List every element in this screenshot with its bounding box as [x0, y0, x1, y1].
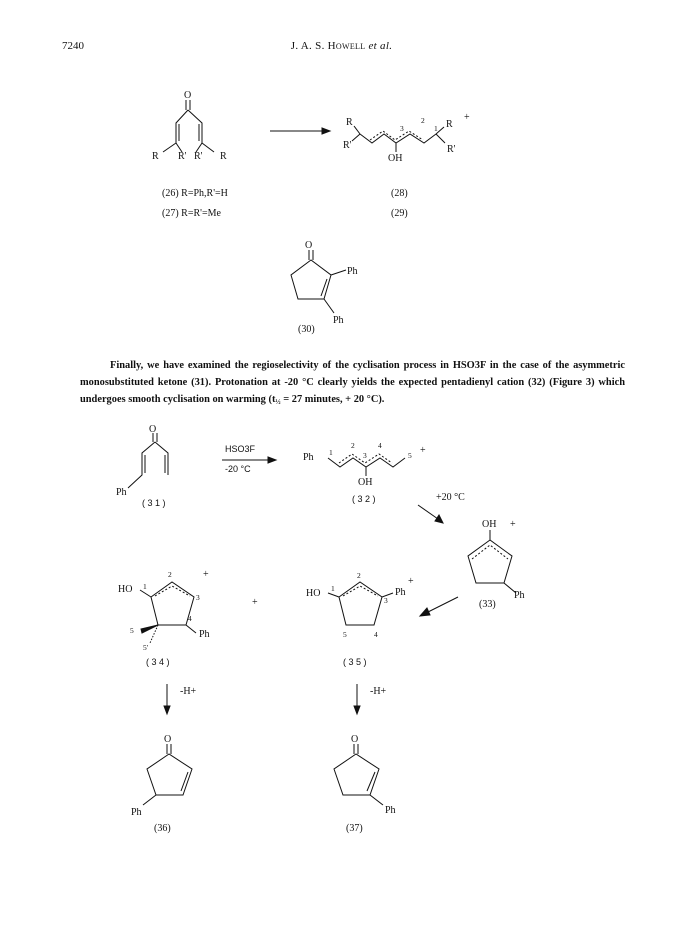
reagent-label: HSO3F	[225, 444, 256, 454]
locant-3-35: 3	[384, 596, 388, 605]
atom-Ph-30b: Ph	[333, 315, 344, 326]
compound-35-structure	[306, 571, 414, 639]
locant-5p-34: 5'	[143, 643, 149, 652]
charge-plus-28: +	[464, 112, 470, 123]
header-authors: J. A. S. Howell	[290, 40, 366, 52]
atom-Ph-36: Ph	[131, 807, 142, 818]
atom-R-28b: R	[446, 119, 453, 130]
compound-28-29-structure	[343, 112, 470, 164]
label-compound-31: ( 3 1 )	[142, 498, 166, 508]
reaction-arrow-1	[270, 128, 330, 134]
locant-4-32: 4	[378, 441, 382, 450]
locant-1-32: 1	[329, 448, 333, 457]
locant-5-32: 5	[408, 451, 412, 460]
label-compound-30: (30)	[298, 324, 315, 335]
atom-OH-33: OH	[482, 519, 497, 530]
atom-Ph-34: Ph	[199, 629, 210, 640]
charge-plus-34: +	[203, 569, 209, 580]
reaction-arrow-6	[354, 684, 387, 714]
locant-1-28: 1	[434, 124, 438, 133]
atom-O-31: O	[149, 424, 157, 435]
atom-OH-32: OH	[358, 477, 373, 488]
locant-1-34: 1	[143, 582, 147, 591]
atom-Ph-33: Ph	[514, 590, 525, 601]
compound-33-structure	[468, 519, 525, 601]
compound-31-structure	[116, 424, 168, 498]
atom-O-36: O	[164, 734, 172, 745]
compound-30-structure	[291, 240, 358, 326]
plus-sign-between: +	[252, 597, 258, 608]
label-compound-27: (27) R=R'=Me	[162, 208, 221, 219]
label-compound-36: (36)	[154, 823, 171, 834]
label-compound-29: (29)	[391, 208, 408, 219]
atom-HO-34: HO	[118, 584, 133, 595]
deprotonation-label-1: -H+	[180, 686, 197, 697]
locant-2-32: 2	[351, 441, 355, 450]
atom-Rp-28a: R'	[343, 140, 352, 151]
reaction-arrow-3	[418, 492, 465, 523]
atom-R-26a: R	[152, 151, 159, 162]
label-compound-32: ( 3 2 )	[352, 494, 376, 504]
reaction-arrow-4	[420, 597, 458, 616]
atom-Ph-30a: Ph	[347, 266, 358, 277]
charge-plus-32: +	[420, 445, 426, 456]
label-compound-26: (26) R=Ph,R'=H	[162, 188, 228, 199]
locant-2-34: 2	[168, 570, 172, 579]
atom-Ph-35: Ph	[395, 587, 406, 598]
paragraph-text: Finally, we have examined the regioselectivity of the cyclisation process in HSO3F in the case of the asymmetric monosubstituted ketone (31). Protonation at -20 °C clearly yields the expected pentadienyl cation (32) (Figure 3) which undergoes smooth cyclisation on warming (t	[80, 360, 625, 405]
atom-R-28a: R	[346, 117, 353, 128]
locant-2-28: 2	[421, 116, 425, 125]
atom-OH-28: OH	[388, 153, 403, 164]
paragraph-tail: = 27 minutes, + 20 °C).	[280, 394, 385, 405]
atom-HO-35: HO	[306, 588, 321, 599]
label-compound-37: (37)	[346, 823, 363, 834]
locant-5-35: 5	[343, 630, 347, 639]
locant-3-32: 3	[363, 451, 367, 460]
atom-Rp-26b: R'	[194, 151, 203, 162]
locant-3-34: 3	[196, 593, 200, 602]
atom-O-37: O	[351, 734, 359, 745]
locant-1-35: 1	[331, 584, 335, 593]
compound-37-structure	[334, 734, 396, 816]
atom-R-26b: R	[220, 151, 227, 162]
charge-plus-35: +	[408, 576, 414, 587]
atom-O-26: O	[184, 90, 192, 101]
label-compound-34: ( 3 4 )	[146, 657, 170, 667]
reaction-arrow-2	[222, 444, 276, 474]
label-compound-35: ( 3 5 )	[343, 657, 367, 667]
locant-2-35: 2	[357, 571, 361, 580]
locant-4-35: 4	[374, 630, 378, 639]
warm-temp-label: +20 °C	[436, 492, 465, 503]
label-compound-28: (28)	[391, 188, 408, 199]
deprotonation-label-2: -H+	[370, 686, 387, 697]
reaction-arrow-5	[164, 684, 197, 714]
charge-plus-33: +	[510, 519, 516, 530]
atom-Ph-31: Ph	[116, 487, 127, 498]
reagent-temp-label: -20 °C	[225, 464, 251, 474]
locant-3-28: 3	[400, 124, 404, 133]
atom-Ph-32: Ph	[303, 452, 314, 463]
atom-Rp-26a: R'	[178, 151, 187, 162]
atom-Ph-37: Ph	[385, 805, 396, 816]
compound-36-structure	[131, 734, 192, 818]
compound-26-27-structure	[152, 90, 227, 162]
atom-Rp-28b: R'	[447, 144, 456, 155]
atom-O-30: O	[305, 240, 313, 251]
locant-4-34: 4	[188, 614, 192, 623]
header-et-al: et al.	[368, 40, 393, 52]
page-number: 7240	[62, 40, 84, 52]
label-compound-33: (33)	[479, 599, 496, 610]
compound-32-structure	[303, 441, 426, 488]
compound-34-structure	[118, 569, 210, 652]
locant-5-34: 5	[130, 626, 134, 635]
body-paragraph: Finally, we have examined the regioselectivity of the cyclisation process in HSO3F in the case of the asymmetric monosubstituted ketone (31). Protonation at -20 °C clearly yields the expected pentadienyl cation (32) (Figure 3) which undergoes smooth cyclisation on warming (t½ = 27 minutes, + 20 °C).	[80, 360, 625, 406]
